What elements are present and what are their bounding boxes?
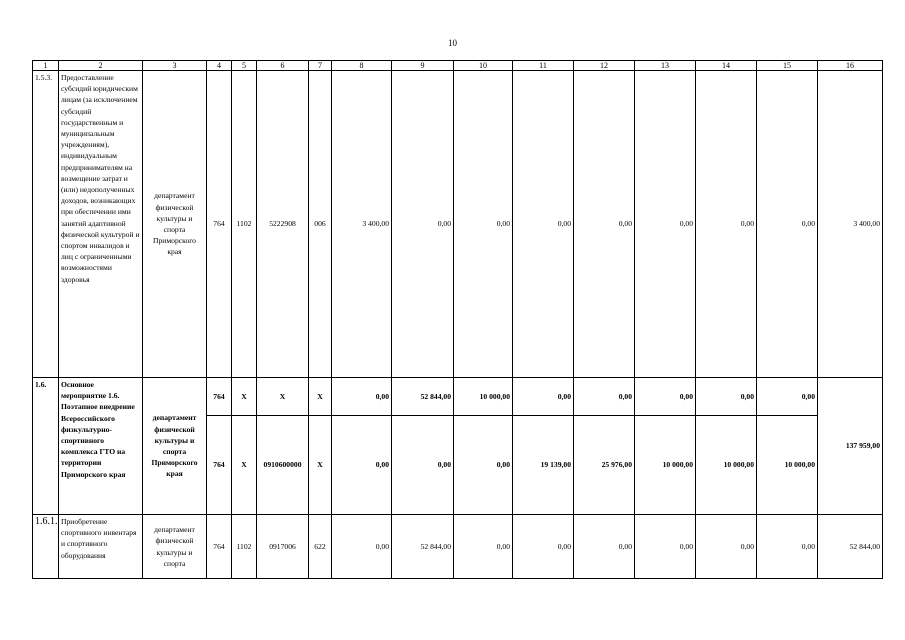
cell-col13: 0,00: [635, 378, 696, 416]
header-row: [33, 61, 883, 71]
cell-col5: 1102: [232, 71, 257, 378]
cell-col15: 10 000,00: [757, 416, 818, 515]
table-row-1-6-a: [33, 378, 883, 416]
cell-col6: X: [257, 378, 309, 416]
budget-table: [32, 60, 883, 579]
cell-col16: 52 844,00: [818, 515, 883, 579]
cell-col4: 764: [207, 71, 232, 378]
cell-col14: 10 000,00: [696, 416, 757, 515]
header-cell: 9: [392, 61, 454, 71]
header-cell: 6: [257, 61, 309, 71]
cell-col7: X: [309, 416, 332, 515]
cell-col9: 52 844,00: [392, 378, 454, 416]
cell-col11: 0,00: [513, 71, 574, 378]
cell-col12: 0,00: [574, 71, 635, 378]
cell-col9: 0,00: [392, 416, 454, 515]
table-row-1-6-1: [33, 515, 883, 579]
cell-col13: 0,00: [635, 71, 696, 378]
cell-col9: 0,00: [392, 71, 454, 378]
cell-col6: 0910600000: [257, 416, 309, 515]
header-cell: 14: [696, 61, 757, 71]
department: департамент физической культуры и спорта Приморского края: [143, 378, 207, 515]
cell-col4: 764: [207, 416, 232, 515]
header-cell: 12: [574, 61, 635, 71]
row-number: 1.6.: [33, 378, 59, 515]
header-cell: 13: [635, 61, 696, 71]
cell-col12: 0,00: [574, 515, 635, 579]
cell-col4: 764: [207, 515, 232, 579]
department: департамент физической культуры и спорта: [143, 515, 207, 579]
cell-col13: 0,00: [635, 515, 696, 579]
cell-col7: X: [309, 378, 332, 416]
cell-col8: 3 400,00: [332, 71, 392, 378]
cell-col5: X: [232, 416, 257, 515]
header-cell: 3: [143, 61, 207, 71]
cell-col6: 5222908: [257, 71, 309, 378]
cell-col7: 006: [309, 71, 332, 378]
row-number: 1.5.3.: [33, 71, 59, 378]
header-cell: 5: [232, 61, 257, 71]
cell-col4: 764: [207, 378, 232, 416]
cell-col14: 0,00: [696, 71, 757, 378]
cell-col12: 25 976,00: [574, 416, 635, 515]
cell-col5: X: [232, 378, 257, 416]
cell-col8: 0,00: [332, 378, 392, 416]
activity-name: Приобретение спортивного инвентаря и спортивного оборудования: [59, 515, 143, 579]
cell-col11: 0,00: [513, 515, 574, 579]
cell-col13: 10 000,00: [635, 416, 696, 515]
header-cell: 10: [454, 61, 513, 71]
cell-col12: 0,00: [574, 378, 635, 416]
cell-col11: 19 139,00: [513, 416, 574, 515]
cell-col15: 0,00: [757, 71, 818, 378]
header-cell: 7: [309, 61, 332, 71]
cell-col6: 0917006: [257, 515, 309, 579]
cell-col14: 0,00: [696, 515, 757, 579]
cell-col5: 1102: [232, 515, 257, 579]
row-number: 1.6.1.: [33, 515, 59, 579]
cell-col8: 0,00: [332, 416, 392, 515]
cell-col11: 0,00: [513, 378, 574, 416]
cell-col9: 52 844,00: [392, 515, 454, 579]
header-cell: 15: [757, 61, 818, 71]
cell-col10: 0,00: [454, 71, 513, 378]
header-cell: 1: [33, 61, 59, 71]
cell-col10: 10 000,00: [454, 378, 513, 416]
cell-col16: 3 400,00: [818, 71, 883, 378]
header-cell: 16: [818, 61, 883, 71]
cell-col16-total: 137 959,00: [818, 378, 883, 515]
activity-name: Основное мероприятие 1.6. Поэтапное внедрение Всероссийского физкультурно-спортивного комплекса ГТО на территории Приморского края: [59, 378, 143, 515]
cell-col7: 622: [309, 515, 332, 579]
cell-col15: 0,00: [757, 515, 818, 579]
activity-name: Предоставление субсидий юридическим лицам (за исключением субсидий государственным и муниципальным учреждениям), индивидуальным предпринимателям на возмещение затрат и (или) недополученных доходов, возникающих при обеспечении ими занятий адаптивной физической культурой и спортом инвалидов и лиц с ограниченными возможностями здоровья: [59, 71, 143, 378]
page-number: 10: [448, 38, 457, 48]
cell-col14: 0,00: [696, 378, 757, 416]
department: департамент физической культуры и спорта Приморского края: [143, 71, 207, 378]
cell-col15: 0,00: [757, 378, 818, 416]
cell-col10: 0,00: [454, 416, 513, 515]
table-row-1-5-3: [33, 71, 883, 378]
header-cell: 11: [513, 61, 574, 71]
header-cell: 8: [332, 61, 392, 71]
header-cell: 2: [59, 61, 143, 71]
cell-col10: 0,00: [454, 515, 513, 579]
header-cell: 4: [207, 61, 232, 71]
cell-col8: 0,00: [332, 515, 392, 579]
